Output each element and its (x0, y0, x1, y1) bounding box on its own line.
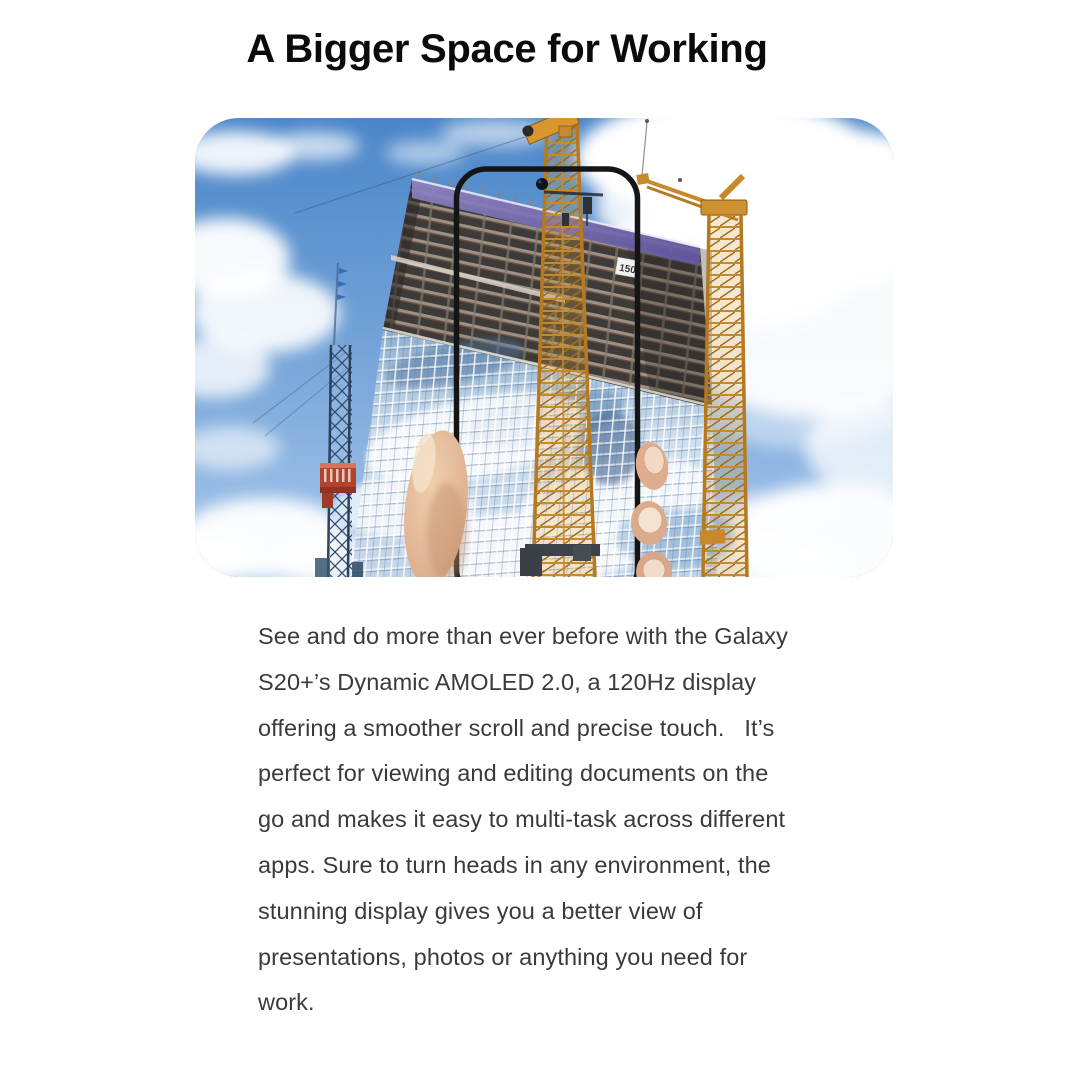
product-description (258, 614, 868, 1026)
description-line: apps. Sure to turn heads in any environment, the (258, 851, 771, 878)
page-title: A Bigger Space for Working (246, 27, 768, 71)
description-line: offering a smoother scroll and precise touch. It’s (258, 714, 775, 741)
description-line: work. (258, 989, 315, 1016)
front-camera-punch-hole (536, 178, 548, 190)
description-line: S20+’s Dynamic AMOLED 2.0, a 120Hz display (258, 668, 757, 695)
description-line: presentations, photos or anything you need for (258, 943, 748, 970)
description-line: stunning display gives you a better view of (258, 897, 703, 924)
description-line: perfect for viewing and editing documents on the (258, 760, 769, 787)
hero-image (195, 118, 893, 577)
svg-text:150: 150 (618, 262, 637, 277)
description-line: go and makes it easy to multi-task across different (258, 806, 786, 833)
hero-photo (195, 118, 893, 577)
description-line: See and do more than ever before with the Galaxy (258, 623, 788, 649)
